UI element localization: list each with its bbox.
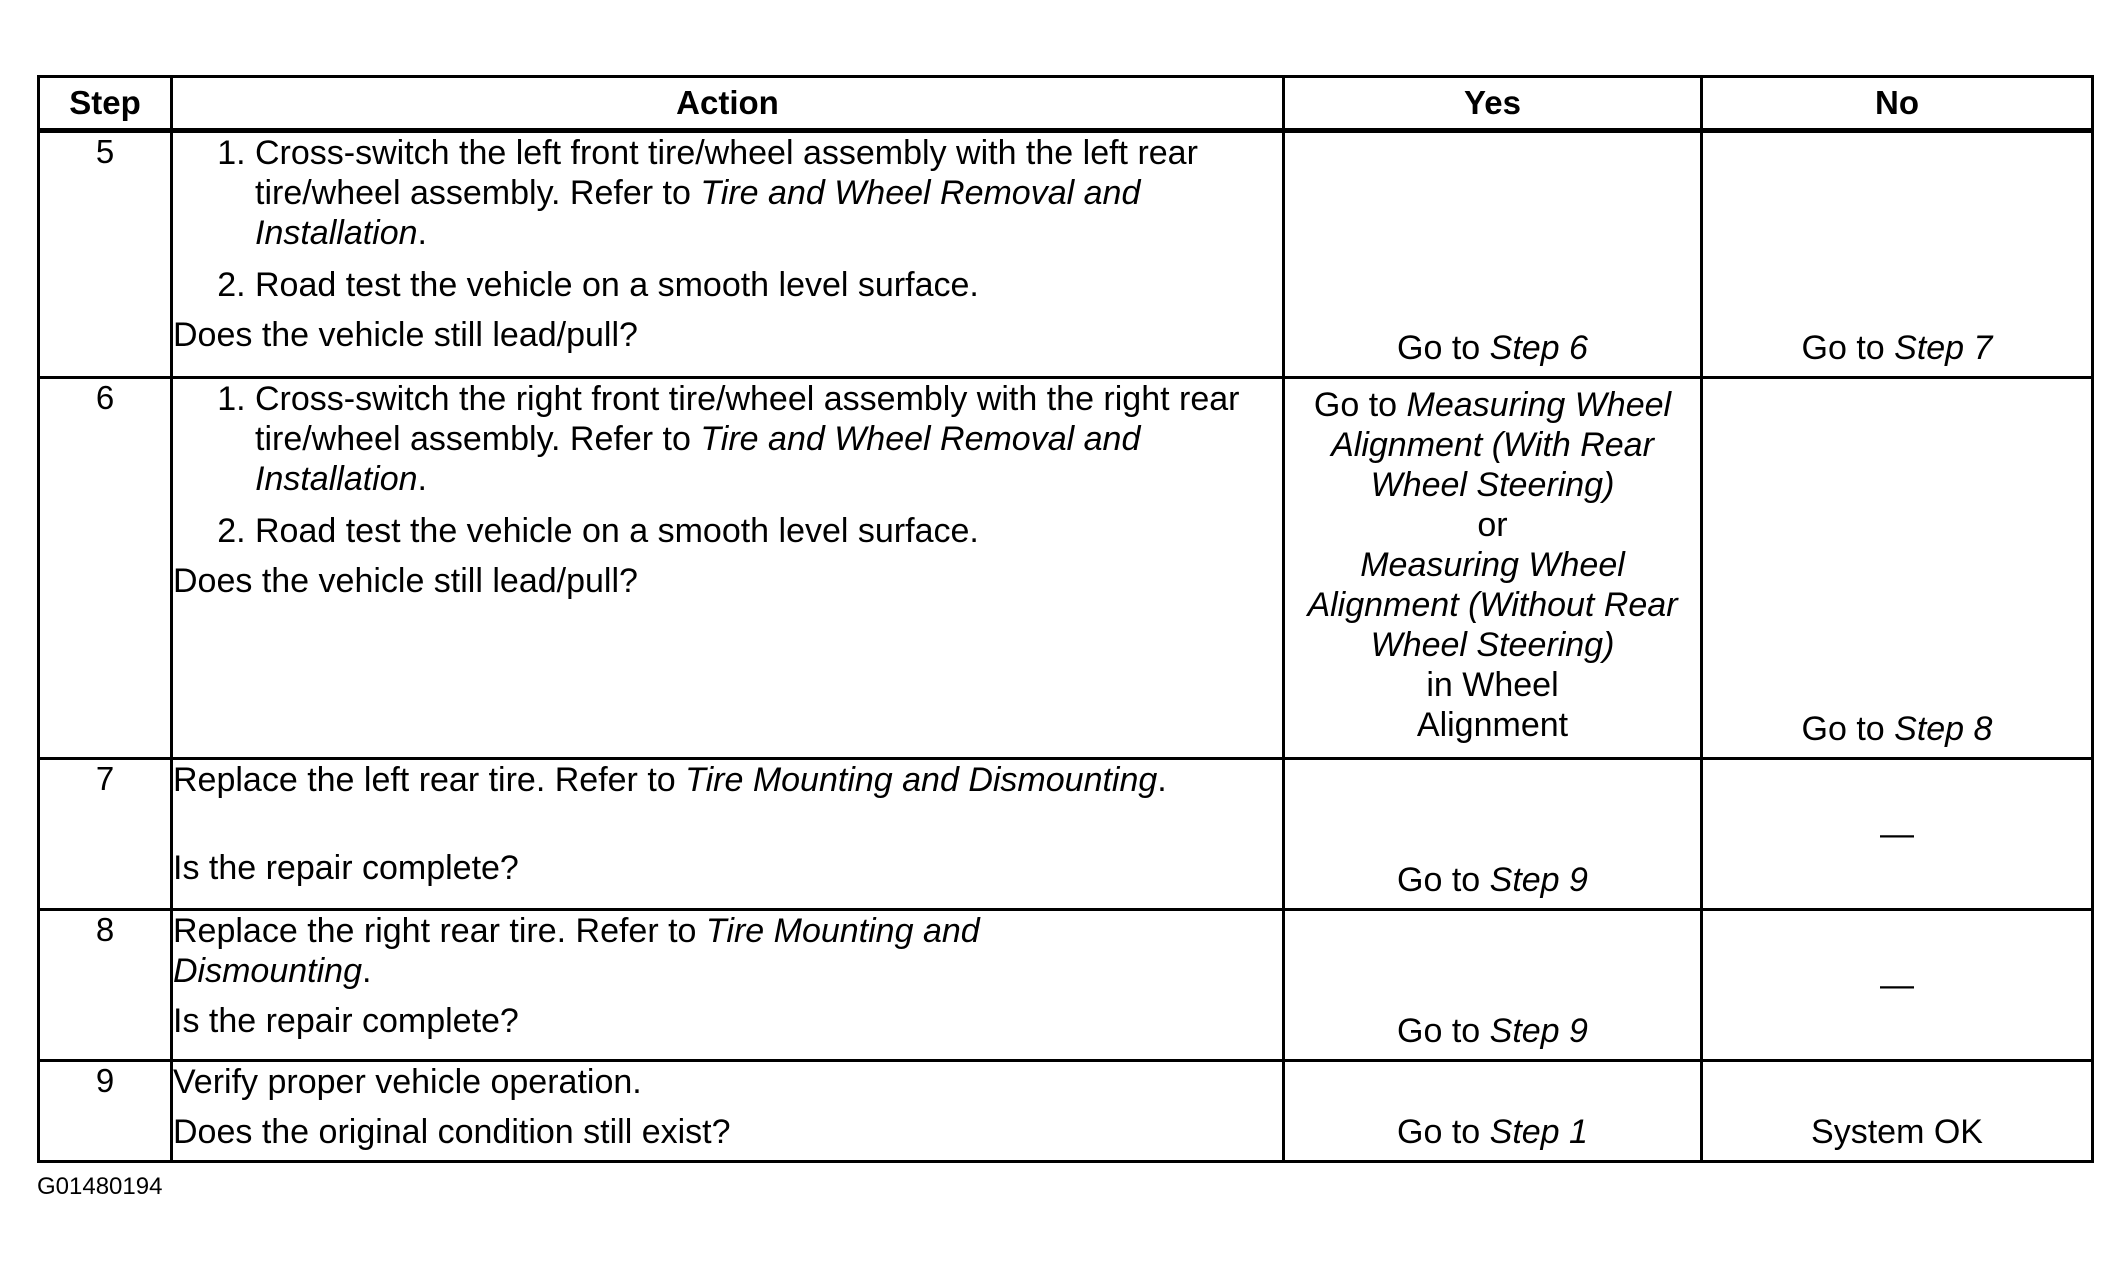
no-cell: Go to Step 7 (1702, 131, 2093, 378)
substep: 1. Cross-switch the right front tire/wheel assembly with the right rear tire/wheel assembly. Refer to Tire and Wheel Removal and Installation. (255, 379, 1282, 499)
question-text: Does the vehicle still lead/pull? (173, 316, 638, 354)
header-row (39, 77, 2093, 131)
action-cell (172, 1061, 1284, 1162)
table-row (39, 910, 2093, 1061)
action-text: Replace the right rear tire. Refer to Tire Mounting and Dismounting. (173, 912, 980, 990)
yes-cell: Go to Step 1 (1284, 1061, 1702, 1162)
yes-cell: Go to Step 6 (1284, 131, 1702, 378)
header-no: No (1702, 77, 2093, 131)
no-dash: — (1880, 815, 1914, 853)
action-text: Verify proper vehicle operation. (173, 1063, 642, 1101)
question-text: Is the repair complete? (173, 1002, 519, 1040)
yes-cell: Go to Measuring Wheel Alignment (With Rear Wheel Steering) or Measuring Wheel Alignment (Without Rear Wheel Steering) in Wheel Alignment (1284, 378, 1702, 759)
yes-cell: Go to Step 9 (1284, 910, 1702, 1061)
table-row (39, 1061, 2093, 1162)
question-text: Is the repair complete? (173, 849, 519, 887)
yes-cell: Go to Step 9 (1284, 759, 1702, 910)
step-number: 5 (39, 131, 172, 378)
header-action: Action (172, 77, 1284, 131)
action-cell (172, 759, 1284, 910)
figure-id: G01480194 (37, 1173, 163, 1200)
action-cell (172, 910, 1284, 1061)
question-text: Does the vehicle still lead/pull? (173, 562, 638, 600)
question-text: Does the original condition still exist? (173, 1113, 731, 1151)
substep-list (173, 133, 1282, 305)
table-row (39, 131, 2093, 378)
action-cell (172, 131, 1284, 378)
step-number: 7 (39, 759, 172, 910)
diagnostic-table (37, 75, 2094, 1163)
substep-list (173, 379, 1282, 551)
table-row (39, 759, 2093, 910)
step-number: 9 (39, 1061, 172, 1162)
header-step: Step (39, 77, 172, 131)
substep: 2. Road test the vehicle on a smooth level surface. (255, 265, 1282, 305)
step-number: 8 (39, 910, 172, 1061)
no-cell: Go to Step 8 (1702, 378, 2093, 759)
substep: 2. Road test the vehicle on a smooth level surface. (255, 511, 1282, 551)
no-result: System OK (1811, 1113, 1983, 1151)
action-cell (172, 378, 1284, 759)
step-number: 6 (39, 378, 172, 759)
header-yes: Yes (1284, 77, 1702, 131)
no-dash: — (1880, 966, 1914, 1004)
no-cell (1702, 910, 2093, 1061)
substep: 1. Cross-switch the left front tire/wheel assembly with the left rear tire/wheel assembly. Refer to Tire and Wheel Removal and Installation. (255, 133, 1282, 253)
no-cell (1702, 759, 2093, 910)
action-text: Replace the left rear tire. Refer to Tire Mounting and Dismounting. (173, 761, 1167, 799)
table-row (39, 378, 2093, 759)
no-cell (1702, 1061, 2093, 1162)
